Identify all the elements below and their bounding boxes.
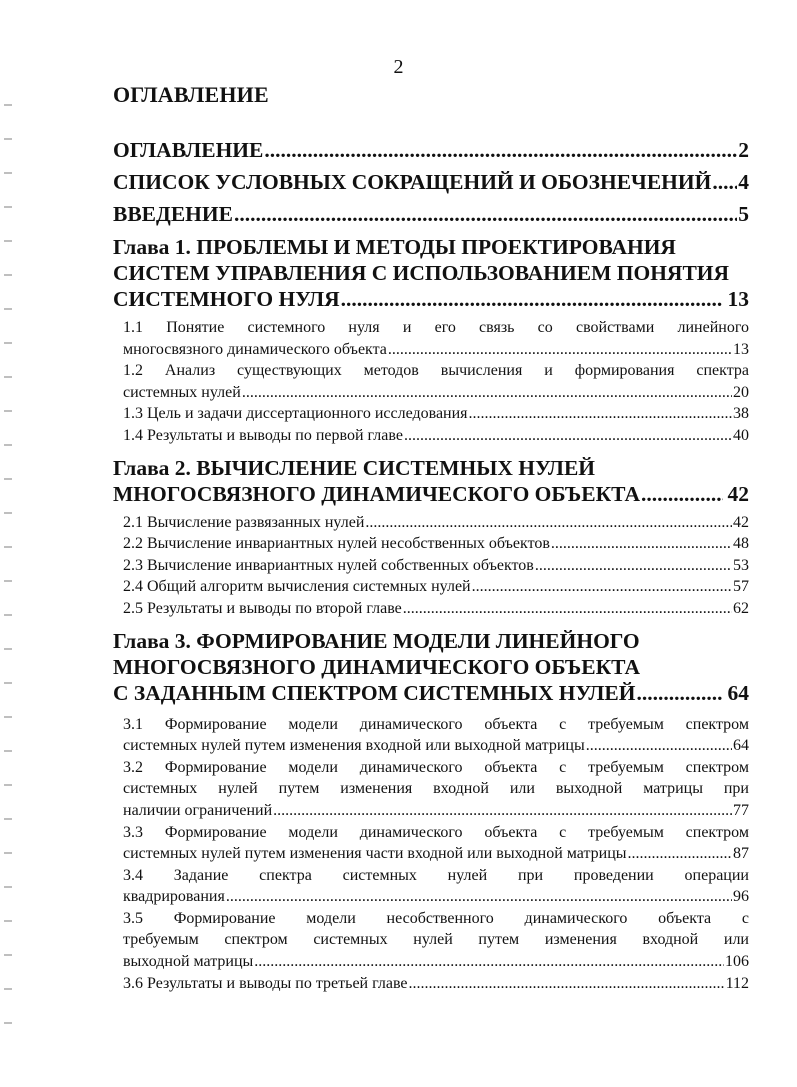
toc-section-3-2[interactable]: 3.2 Формирование модели динамического объекта с требуемым спектром системных нулей путем изменения входной или выходной матрицы при наличии ограничений ..... 77 bbox=[123, 757, 749, 822]
chapter-title-line: Глава 3. ФОРМИРОВАНИЕ МОДЕЛИ ЛИНЕЙНОГО bbox=[113, 628, 640, 653]
toc-chapter-3[interactable] bbox=[113, 628, 749, 706]
toc-section-3-6[interactable]: 3.6 Результаты и выводы по третьей главе ..... 112 bbox=[123, 973, 749, 995]
dot-leader bbox=[586, 735, 732, 757]
toc-entry-contents[interactable]: ОГЛАВЛЕНИЕ ..... 2 bbox=[113, 134, 749, 166]
toc-section-2-5[interactable]: 2.5 Результаты и выводы по второй главе ..... 62 bbox=[123, 598, 749, 620]
scan-margin-artifacts bbox=[4, 90, 12, 1050]
chapter-title-line: С ЗАДАННЫМ СПЕКТРОМ СИСТЕМНЫХ НУЛЕЙ bbox=[113, 680, 636, 705]
toc-section-2-1[interactable]: 2.1 Вычисление развязанных нулей ..... 42 bbox=[123, 512, 749, 534]
toc-section-1-2[interactable]: 1.2 Анализ существующих методов вычисления и формирования спектра системных нулей ..... 20 bbox=[123, 360, 749, 403]
page-ref: 13 bbox=[733, 340, 749, 358]
chapter-title-line: Глава 2. ВЫЧИСЛЕНИЕ СИСТЕМНЫХ НУЛЕЙ bbox=[113, 455, 596, 480]
page-ref: 96 bbox=[733, 888, 749, 906]
dot-leader bbox=[641, 481, 723, 507]
page-ref: 64 bbox=[727, 680, 749, 705]
page-ref: 20 bbox=[733, 383, 749, 401]
page-ref: 53 bbox=[733, 556, 749, 574]
toc-section-2-2[interactable]: 2.2 Вычисление инвариантных нулей несобственных объектов ..... 48 bbox=[123, 533, 749, 555]
page-ref: 106 bbox=[725, 953, 749, 971]
toc-entry-introduction[interactable]: ВВЕДЕНИЕ ..... 5 bbox=[113, 198, 749, 230]
toc-section-1-3[interactable]: 1.3 Цель и задачи диссертационного исследования ..... 38 bbox=[123, 403, 749, 425]
dot-leader bbox=[341, 286, 723, 312]
toc-section-1-4[interactable]: 1.4 Результаты и выводы по первой главе ..... 40 bbox=[123, 425, 749, 447]
toc-entry-abbreviations[interactable]: СПИСОК УСЛОВНЫХ СОКРАЩЕНИЙ И ОБОЗНЕЧЕНИЙ ..... 4 bbox=[113, 166, 749, 198]
page-ref: 77 bbox=[733, 801, 749, 819]
dot-leader bbox=[404, 425, 732, 447]
page-ref: 87 bbox=[733, 845, 749, 863]
dot-leader bbox=[409, 973, 725, 995]
dot-leader bbox=[264, 134, 737, 166]
page-ref: 112 bbox=[725, 974, 749, 992]
chapter-1-sections bbox=[123, 317, 749, 447]
page-ref: 4 bbox=[738, 170, 749, 194]
chapter-title-line: СИСТЕМ УПРАВЛЕНИЯ С ИСПОЛЬЗОВАНИЕМ ПОНЯТИЯ bbox=[113, 261, 730, 285]
dot-leader bbox=[273, 800, 732, 822]
toc-section-2-4[interactable]: 2.4 Общий алгоритм вычисления системных нулей ..... 57 bbox=[123, 576, 749, 598]
dot-leader bbox=[628, 843, 732, 865]
toc-section-1-1[interactable]: 1.1 Понятие системного нуля и его связь со свойствами линейного многосвязного динамического объекта ..... 13 bbox=[123, 317, 749, 360]
dot-leader bbox=[254, 951, 724, 973]
page-ref: 42 bbox=[733, 513, 749, 531]
page-ref: 38 bbox=[733, 405, 749, 423]
toc-section-3-4[interactable]: 3.4 Задание спектра системных нулей при проведении операции квадрирования ..... 96 bbox=[123, 865, 749, 908]
dot-leader bbox=[388, 339, 732, 361]
dot-leader bbox=[636, 680, 722, 706]
dot-leader bbox=[535, 555, 732, 577]
page-number: 2 bbox=[393, 56, 404, 78]
page-ref: 48 bbox=[733, 535, 749, 553]
table-of-contents bbox=[113, 134, 749, 994]
chapter-3-sections bbox=[123, 714, 749, 995]
dot-leader bbox=[234, 198, 737, 230]
page-ref: 2 bbox=[738, 138, 749, 162]
chapter-title-line: МНОГОСВЯЗНОГО ДИНАМИЧЕСКОГО ОБЪЕКТА bbox=[113, 654, 640, 679]
chapter-title-line: МНОГОСВЯЗНОГО ДИНАМИЧЕСКОГО ОБЪЕКТА bbox=[113, 481, 640, 506]
dot-leader bbox=[469, 403, 732, 425]
page-ref: 62 bbox=[733, 599, 749, 617]
toc-section-3-5[interactable]: 3.5 Формирование модели несобственного динамического объекта с требуемым спектром системных нулей путем изменения входной или выходной матрицы ..... 106 bbox=[123, 908, 749, 973]
dot-leader bbox=[551, 533, 732, 555]
dot-leader bbox=[472, 576, 732, 598]
toc-section-3-3[interactable]: 3.3 Формирование модели динамического объекта с требуемым спектром системных нулей путем изменения части входной или выходной матрицы ..... 87 bbox=[123, 822, 749, 865]
page-ref: 5 bbox=[738, 202, 749, 226]
dot-leader bbox=[712, 166, 737, 198]
toc-chapter-2[interactable] bbox=[113, 455, 749, 507]
dot-leader bbox=[242, 382, 732, 404]
page-ref: 57 bbox=[733, 578, 749, 596]
chapter-title-line: СИСТЕМНОГО НУЛЯ bbox=[113, 287, 340, 311]
dot-leader bbox=[403, 598, 732, 620]
toc-section-2-3[interactable]: 2.3 Вычисление инвариантных нулей собственных объектов ..... 53 bbox=[123, 555, 749, 577]
chapter-2-sections bbox=[123, 512, 749, 620]
page-title: ОГЛАВЛЕНИЕ bbox=[113, 82, 269, 107]
page-ref: 13 bbox=[727, 287, 749, 311]
toc-section-3-1[interactable]: 3.1 Формирование модели динамического объекта с требуемым спектром системных нулей путем изменения входной или выходной матрицы ..... 64 bbox=[123, 714, 749, 757]
page-ref: 64 bbox=[733, 737, 749, 755]
page-ref: 40 bbox=[733, 426, 749, 444]
page-ref: 42 bbox=[727, 481, 749, 506]
dot-leader bbox=[226, 886, 732, 908]
dot-leader bbox=[365, 512, 732, 534]
toc-chapter-1[interactable] bbox=[113, 234, 749, 312]
chapter-title-line: Глава 1. ПРОБЛЕМЫ И МЕТОДЫ ПРОЕКТИРОВАНИЯ bbox=[113, 235, 676, 259]
